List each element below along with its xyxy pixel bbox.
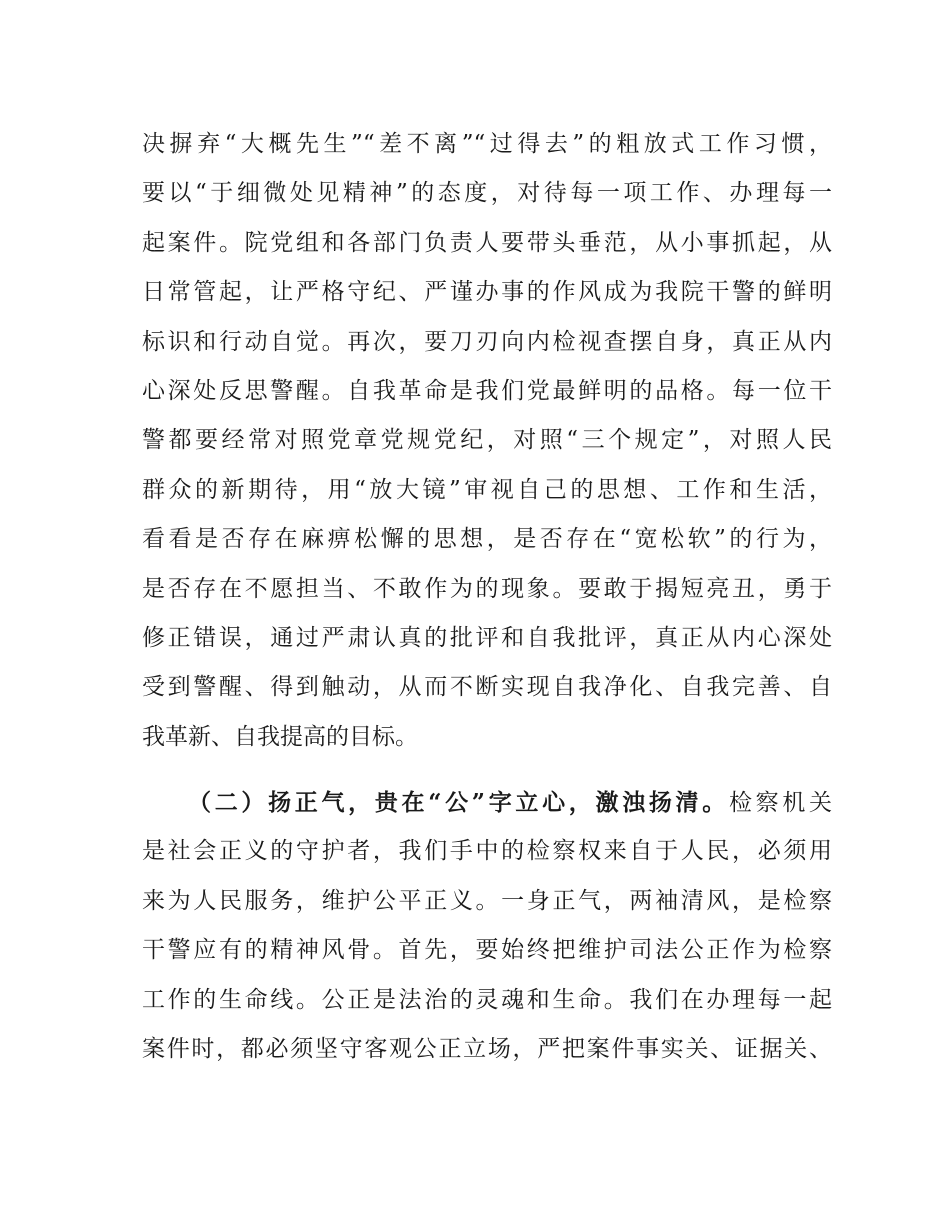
text-line-last: 我革新、自我提高的目标。 [142, 723, 418, 750]
paragraph-1 [142, 120, 832, 762]
text-line: 受到警醒、得到触动，从而不断实现自我净化、自我完善、自 [142, 674, 832, 701]
text-line: 决摒弃“大概先生”“差不离”“过得去”的粗放式工作习惯， [142, 131, 832, 157]
paragraph-gap [142, 762, 832, 778]
document-body [142, 120, 832, 1074]
text-line: 案件时，都必须坚守客观公正立场，严把案件事实关、证据关、 [142, 1036, 832, 1063]
section-heading: （二）扬正气，贵在“公”字立心，激浊扬清。 [188, 789, 729, 817]
text-line: 干警应有的精神风骨。首先，要始终把维护司法公正作为检察 [142, 937, 832, 964]
text-line: 来为人民服务，维护公平正义。一身正气，两袖清风，是检察 [142, 887, 832, 914]
text-line: 要以“于细微处见精神”的态度，对待每一项工作、办理每一 [142, 180, 832, 207]
text-line: 日常管起，让严格守纪、严谨办事的作风成为我院干警的鲜明 [142, 279, 832, 306]
text-line: 修正错误，通过严肃认真的批评和自我批评，真正从内心深处 [142, 624, 832, 651]
text-line: 工作的生命线。公正是法治的灵魂和生命。我们在办理每一起 [142, 986, 832, 1013]
text-line: 是否存在不愿担当、不敢作为的现象。要敢于揭短亮丑，勇于 [142, 575, 832, 602]
text-line: 心深处反思警醒。自我革命是我们党最鲜明的品格。每一位干 [142, 377, 832, 404]
text-line: 警都要经常对照党章党规党纪，对照“三个规定”，对照人民 [142, 427, 832, 454]
paragraph-2 [142, 778, 832, 1074]
text-line: 标识和行动自觉。再次，要刀刃向内检视查摆自身，真正从内 [142, 328, 832, 355]
text-line: 群众的新期待，用“放大镜”审视自己的思想、工作和生活， [142, 476, 832, 503]
text-line: 是社会正义的守护者，我们手中的检察权来自于人民，必须用 [142, 838, 832, 865]
heading-line-rest: 检察机关 [728, 790, 833, 817]
text-line: 起案件。院党组和各部门负责人要带头垂范，从小事抓起，从 [142, 229, 832, 256]
paragraph-2-first-line [142, 778, 832, 827]
text-line: 看看是否存在麻痹松懈的思想，是否存在“宽松软”的行为， [142, 526, 832, 553]
